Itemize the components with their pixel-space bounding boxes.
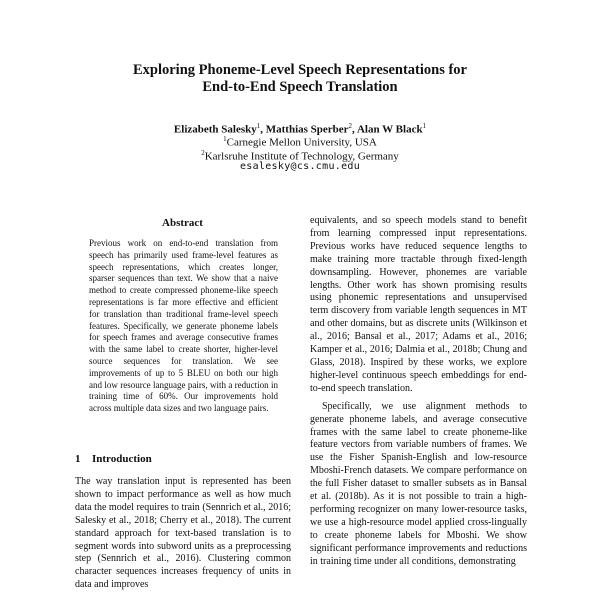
section-heading-introduction (75, 453, 152, 466)
section-title: Introduction (92, 453, 152, 465)
author-affiliation-mark: 1 (422, 122, 427, 130)
affiliation-text: Carnegie Mellon University, USA (226, 136, 377, 149)
paragraph: equivalents, and so speech models stand to benefit from learning compressed input representations. Previous works have reduced sequence lengths to make training more tractable through fixed-length downsampling. However, phonemes are variable lengths. Other work has shown promising results using phonemic representations and unsupervised term discovery from variable length sequences in MT and other domains, but as discrete units (Wilkinson et al., 2016; Bansal et al., 2017; Adams et al., 2016; Kamper et al., 2016; Dalmia et al., 2018b; Chung and Glass, 2018). Inspired by these works, we explore higher-level continuous speech embeddings for end-to-end speech translation. (310, 215, 527, 394)
author-separator: , (352, 123, 357, 136)
author-name: Matthias Sperber (265, 123, 349, 136)
affiliation-mark: 2 (201, 149, 205, 157)
affiliation-mark: 1 (223, 135, 227, 143)
author-affiliation-mark: 1 (256, 122, 261, 130)
author-name: Elizabeth Salesky (173, 123, 257, 136)
paper-title-line-2: End-to-End Speech Translation (202, 79, 398, 95)
abstract-heading: Abstract (162, 217, 203, 229)
abstract-body: Previous work on end-to-end translation from speech has primarily used frame-level features as speech representations, which creates longer, sparser sequences than text. We show that a naive method to create compressed phoneme-like speech representations is far more effective and efficient for translation than traditional frame-level speech features. Specifically, we generate phoneme labels for speech frames and average consecutive frames with the same label to create shorter, higher-level source sequences for translation. We see improvements of up to 5 BLEU on both our high and low resource language pairs, with a reduction in training time of 60%. Our improvements hold across multiple data sizes and two language pairs. (89, 238, 278, 414)
author-affiliation-mark: 2 (348, 122, 353, 130)
author-name: Alan W Black (356, 123, 423, 136)
right-column-text (310, 215, 527, 568)
paragraph: Specifically, we use alignment methods to generate phoneme labels, and average consecutive frames with the same label to create phoneme-like feature vectors from variable numbers of frames. We use the Fisher Spanish-English and low-resource Mboshi-French datasets. We compare performance on the full Fisher dataset to smaller subsets as in Bansal et al. (2018b). As it is not possible to train a high-performing recognizer on many lower-resource tasks, we use a high-resource model applied cross-lingually to create phoneme labels for Mboshi. We show significant performance improvements and reductions in training time under all conditions, demonstrating (310, 400, 527, 567)
affiliation-text: Karlsruhe Institute of Technology, Germany (204, 150, 399, 163)
left-column-text (75, 476, 291, 592)
author-email[interactable]: esalesky@cs.cmu.edu (239, 161, 361, 172)
paper-title-line-1: Exploring Phoneme-Level Speech Representations for (132, 62, 467, 78)
section-number: 1 (75, 453, 81, 465)
paragraph: The way translation input is represented has been shown to impact performance as well as how much data the model requires to train (Sennrich et al., 2016; Salesky et al., 2018; Cherry et al., 2018). The current standard approach for text-based translation is to segment words into subword units as a preprocessing step (Sennrich et al., 2016). Clustering common character sequences increases frequency of units in data and improves (75, 476, 291, 591)
author-separator: , (260, 123, 266, 136)
